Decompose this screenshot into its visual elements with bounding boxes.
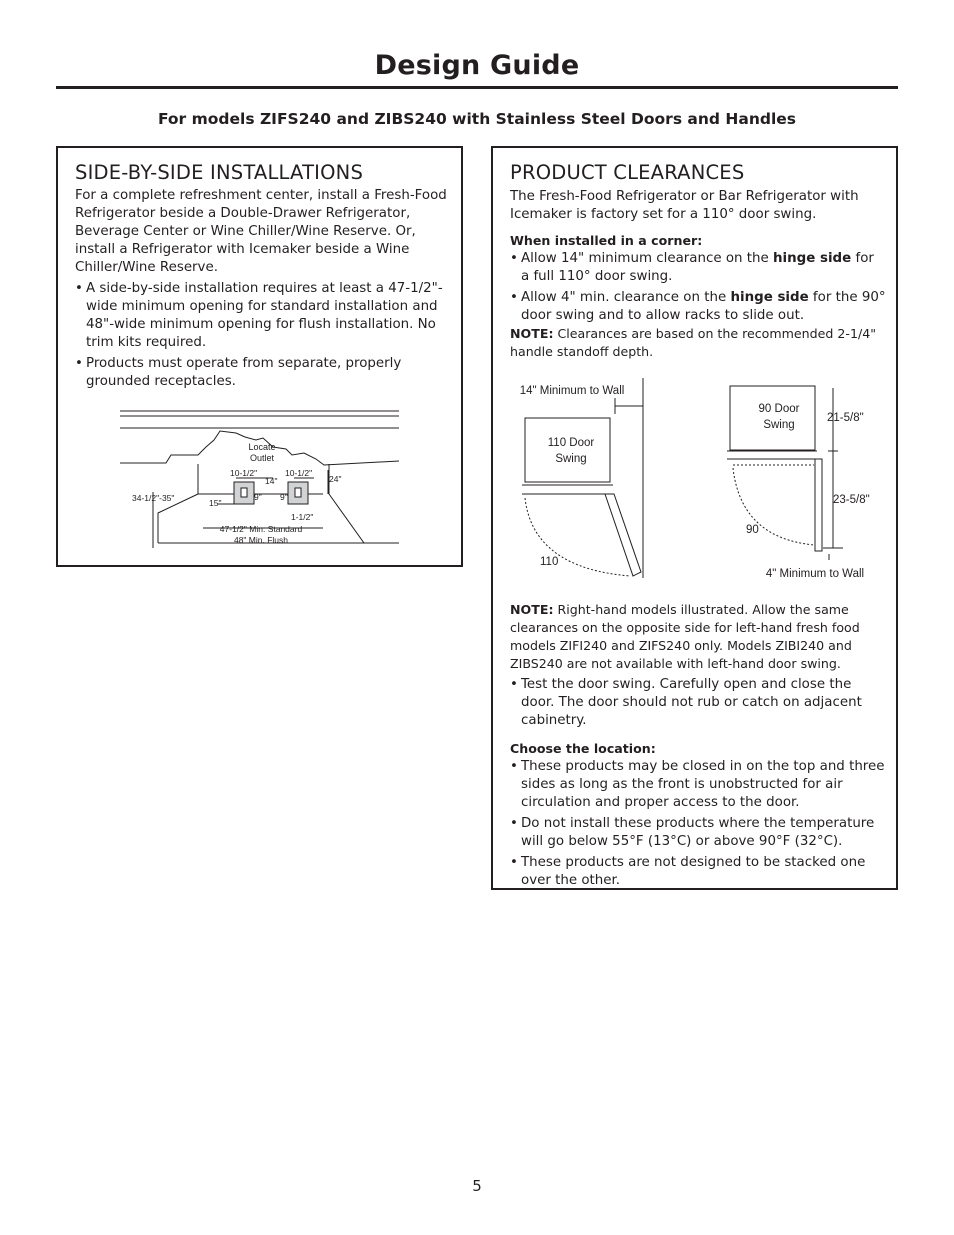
list-item: • These products may be closed in on the top and three sides as long as the front is unobstructed for air circulation and proper access to the door.	[510, 758, 886, 812]
angle-90-label: 90	[746, 524, 759, 536]
angle-110-label: 110	[540, 556, 559, 568]
page-number: 5	[472, 1177, 482, 1195]
title-rule	[56, 86, 898, 89]
list-item: • Do not install these products where the temperature will go below 55°F (13°C) or above 90°F (32°C).	[510, 815, 886, 851]
dim-24: 24"	[329, 474, 342, 484]
dim-10-half-right: 10-1/2"	[285, 468, 313, 478]
side-by-side-panel	[56, 146, 463, 567]
list-item: • A side-by-side installation requires at least a 47-1/2"-wide minimum opening for standard installation and 48"-wide minimum opening for flush installation. No trim kits required.	[75, 280, 451, 352]
clearances-note: NOTE: Clearances are based on the recommended 2-1/4" handle standoff depth.	[510, 326, 877, 359]
dim-1-half: 1-1/2"	[291, 512, 314, 522]
dim-opening-standard: 47-1/2" Min. Standard	[219, 524, 303, 534]
right-hand-note: NOTE: Right-hand models illustrated. Allow the same clearances on the opposite side for left-hand fresh food models ZIFI240 and ZIFS240 only. Models ZIBI240 and ZIBS240 are not available with left-hand door swing.	[510, 602, 860, 671]
dim-height: 34-1/2"-35"	[132, 493, 175, 503]
swing-90-label-2: Swing	[763, 419, 795, 431]
dim-23-5-8: 23-5/8"	[833, 494, 870, 506]
dim-14: 14"	[265, 476, 278, 486]
swing-90-label: 90 Door	[758, 403, 800, 415]
min-wall-14-label: 14" Minimum to Wall	[519, 385, 625, 397]
clearances-intro: The Fresh-Food Refrigerator or Bar Refrigerator with Icemaker is factory set for a 110° door swing.	[510, 189, 859, 222]
page-subtitle: For models ZIFS240 and ZIBS240 with Stainless Steel Doors and Handles	[157, 110, 797, 128]
swing-110-label-2: Swing	[555, 453, 587, 465]
swing-110-label: 110 Door	[547, 437, 595, 449]
dim-9-right: 9"	[280, 492, 288, 502]
dim-opening-flush: 48" Min. Flush	[233, 535, 289, 545]
dim-10-half-left: 10-1/2"	[230, 468, 258, 478]
list-item: • Test the door swing. Carefully open and close the door. The door should not rub or catch on adjacent cabinetry.	[510, 676, 886, 730]
location-bullets	[510, 758, 886, 890]
side-by-side-intro: For a complete refreshment center, install a Fresh-Food Refrigerator beside a Double-Drawer Refrigerator, Beverage Center or Wine Chiller/Wine Reserve. Or, install a Refrigerator with Icemaker beside a Wine Chiller/Wine Reserve.	[75, 188, 447, 275]
location-heading: Choose the location:	[510, 741, 656, 756]
locate-outlet-label-2: Outlet	[249, 453, 275, 463]
test-bullets	[510, 676, 886, 730]
side-by-side-heading: SIDE-BY-SIDE INSTALLATIONS	[75, 161, 364, 184]
list-item: • Allow 4" min. clearance on the hinge side for the 90° door swing and to allow racks to slide out.	[510, 289, 886, 325]
list-item: • Allow 14" minimum clearance on the hinge side for a full 110° door swing.	[510, 250, 886, 286]
dim-21-5-8: 21-5/8"	[827, 412, 864, 424]
locate-outlet-label: Locate	[248, 442, 276, 452]
side-by-side-diagram	[58, 148, 461, 565]
page-title: Design Guide	[374, 50, 580, 81]
dim-15: 15"	[209, 498, 222, 508]
product-clearances-heading: PRODUCT CLEARANCES	[510, 161, 745, 184]
min-wall-4-label: 4" Minimum to Wall	[765, 568, 865, 580]
corner-heading: When installed in a corner:	[510, 233, 703, 248]
list-item: • Products must operate from separate, properly grounded receptacles.	[75, 355, 451, 391]
dim-9-left: 9"	[254, 492, 262, 502]
list-item: • These products are not designed to be stacked one over the other.	[510, 854, 886, 890]
product-clearances-panel	[491, 146, 898, 890]
